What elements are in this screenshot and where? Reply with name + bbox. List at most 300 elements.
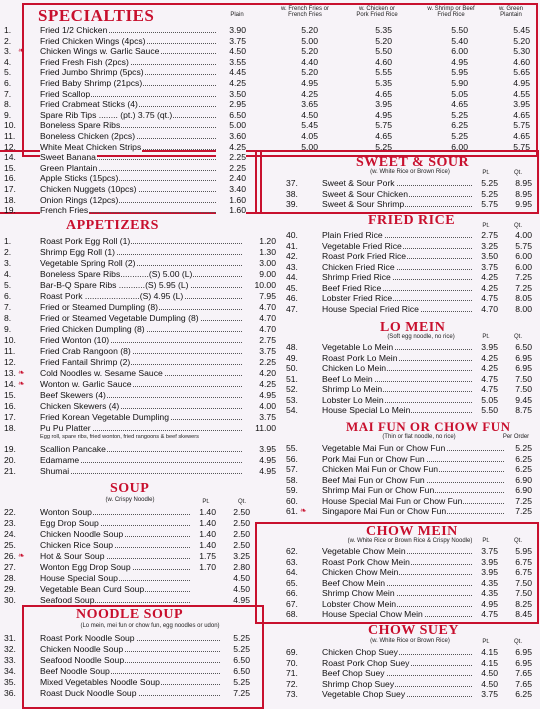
chow-suey-col-pt: Pt. xyxy=(482,639,490,645)
item-price: 5.75 xyxy=(500,142,530,152)
item-price: 8.95 xyxy=(506,178,532,188)
item-name: House Special Soup xyxy=(40,573,118,583)
item-number: 26. xyxy=(4,551,16,561)
item-name: Scallion Pancake xyxy=(40,444,106,454)
item-number: 58. xyxy=(286,474,298,485)
item-price: 3.75 xyxy=(472,262,498,272)
item-name: Wonton Soup xyxy=(40,507,92,517)
item-price: 4.70 xyxy=(242,302,276,312)
item-price: 6.25 xyxy=(504,464,532,474)
item-number: 52. xyxy=(286,384,298,394)
item-name: Fried Crabmeat Sticks (4) xyxy=(40,99,138,110)
item-price: 6.50 xyxy=(220,666,250,676)
item-price: 5.55 xyxy=(362,67,392,77)
noodle-soup-row xyxy=(4,677,252,687)
sweet-sour-col-pt: Pt. xyxy=(482,170,490,176)
item-price: 4.25 xyxy=(216,78,246,88)
item-price: 6.25 xyxy=(504,454,532,464)
lo-mein-row xyxy=(286,353,534,363)
item-price: 2.80 xyxy=(224,562,250,572)
item-name: Chicken Rice Soup xyxy=(40,540,114,550)
item-price: 5.75 xyxy=(362,120,392,130)
item-price: 4.95 xyxy=(224,595,250,605)
appetizer-row xyxy=(4,466,278,476)
item-price: 1.75 xyxy=(190,551,216,561)
item-price: 3.75 xyxy=(472,546,498,556)
item-number: 7. xyxy=(4,88,12,99)
item-number: 19. xyxy=(4,205,16,216)
item-price: 4.50 xyxy=(216,46,246,56)
item-price: 4.95 xyxy=(362,110,392,120)
specialty-row xyxy=(4,120,532,130)
item-price: 4.60 xyxy=(362,57,392,67)
item-name: Pork Mai Fun or Chow Fun xyxy=(322,453,425,464)
item-number: 27. xyxy=(4,562,16,572)
item-price: 9.95 xyxy=(506,199,532,209)
item-price: 7.65 xyxy=(506,679,532,689)
pupu-note: Egg roll, spare ribs, fried wonton, fried rangoons & beef skewers xyxy=(40,434,199,440)
item-number: 14. xyxy=(4,152,16,163)
item-number: 68. xyxy=(286,609,298,619)
item-number: 17. xyxy=(4,412,16,422)
item-price: 5.75 xyxy=(506,241,532,251)
item-number: 64. xyxy=(286,567,298,577)
item-name: Shrimp Lo Mein xyxy=(322,384,383,394)
chili-pepper-icon: ❧ xyxy=(18,368,25,377)
item-name: Chicken Nuggets (10pcs) xyxy=(40,184,137,194)
item-price: 4.35 xyxy=(472,588,498,598)
item-price: 5.25 xyxy=(220,644,250,654)
col-header-shrimp-rice: w. Shrimp or Beef Fried Rice xyxy=(427,6,475,18)
item-name: Roast Pork Egg Roll (1) xyxy=(40,236,131,246)
item-price: 6.90 xyxy=(504,475,532,485)
item-price: 4.15 xyxy=(472,658,498,668)
item-name: Mixed Vegetables Noodle Soup xyxy=(40,677,160,687)
item-price: 3.55 xyxy=(216,57,246,67)
item-price: 4.25 xyxy=(472,363,498,373)
item-name: Singapore Mai Fun or Chow Fun xyxy=(322,506,447,516)
item-price: 7.95 xyxy=(242,291,276,301)
item-number: 72. xyxy=(286,678,298,689)
item-price: 5.25 xyxy=(220,677,250,687)
item-name: Wonton Egg Drop Soup xyxy=(40,562,131,572)
item-name: Fried or Steamed Dumpling (8) xyxy=(40,302,158,312)
item-price: 5.25 xyxy=(472,178,498,188)
chili-pepper-icon: ❧ xyxy=(18,379,25,388)
item-price: 4.60 xyxy=(500,57,530,67)
item-price: 2.25 xyxy=(216,163,246,173)
item-name: Roast Pork Chop Suey xyxy=(322,657,410,668)
item-number: 25. xyxy=(4,540,16,550)
item-price: 3.90 xyxy=(216,25,246,35)
item-number: 10. xyxy=(4,120,16,131)
item-price: 5.00 xyxy=(288,142,318,152)
chow-suey-row xyxy=(286,689,534,699)
item-price: 3.65 xyxy=(288,99,318,109)
item-name: Chicken Mai Fun or Chow Fun xyxy=(322,464,439,474)
item-price: 5.25 xyxy=(438,131,468,141)
item-name: Chicken Wings w. Garlic Sauce xyxy=(40,46,160,57)
item-number: 9. xyxy=(4,324,12,334)
chow-mein-title: CHOW MEIN xyxy=(366,524,458,539)
appetizer-row xyxy=(4,236,278,246)
item-name: Vegetable Chop Suey xyxy=(322,689,406,699)
soup-row xyxy=(4,540,252,550)
item-name: Sweet & Sour Shrimp xyxy=(322,199,405,209)
item-number: 30. xyxy=(4,595,16,605)
appetizer-row xyxy=(4,368,278,378)
item-name: Wonton w. Garlic Sauce xyxy=(40,379,132,389)
item-price: 4.95 xyxy=(438,57,468,67)
item-price: 7.25 xyxy=(504,506,532,516)
appetizer-row xyxy=(4,291,278,301)
item-price: 4.65 xyxy=(362,131,392,141)
item-name: Chicken Noodle Soup xyxy=(40,644,124,654)
item-price: 8.25 xyxy=(506,599,532,609)
item-number: 7. xyxy=(4,302,12,312)
item-price: 2.75 xyxy=(242,335,276,345)
item-number: 54. xyxy=(286,405,298,415)
item-number: 51. xyxy=(286,373,298,384)
item-number: 1. xyxy=(4,25,12,35)
appetizer-row xyxy=(4,455,278,465)
item-price: 6.75 xyxy=(506,567,532,577)
item-price: 4.50 xyxy=(472,679,498,689)
item-price: 4.05 xyxy=(288,131,318,141)
mai-fun-row xyxy=(286,454,534,464)
item-price: 4.25 xyxy=(216,142,246,152)
item-price: 1.70 xyxy=(190,562,216,572)
fried-rice-row xyxy=(286,293,534,303)
item-price: 3.50 xyxy=(216,89,246,99)
item-number: 12. xyxy=(4,141,16,152)
noodle-soup-row xyxy=(4,688,252,698)
item-number: 3. xyxy=(4,258,12,268)
item-name: Cold Noodles w. Sesame Sauce xyxy=(40,368,163,378)
noodle-soup-row xyxy=(4,633,252,643)
item-name: Shumai xyxy=(40,466,70,476)
chow-mein-subtitle: (w. White Rice or Brown Rice & Crispy Noodle) xyxy=(347,538,473,544)
item-price: 4.65 xyxy=(438,99,468,109)
item-number: 67. xyxy=(286,598,298,609)
fried-rice-row xyxy=(286,230,534,240)
item-number: 42. xyxy=(286,251,298,261)
item-price: 5.30 xyxy=(500,46,530,56)
item-number: 63. xyxy=(286,556,298,567)
mai-fun-title: MAI FUN OR CHOW FUN xyxy=(346,419,511,434)
item-number: 71. xyxy=(286,668,298,678)
item-price: 4.20 xyxy=(242,368,276,378)
item-price: 7.25 xyxy=(504,496,532,506)
item-price: 3.95 xyxy=(500,99,530,109)
specialty-row xyxy=(4,57,532,67)
item-price: 5.75 xyxy=(500,120,530,130)
item-name: Fried Crab Rangoon (8) xyxy=(40,346,131,356)
item-price: 5.20 xyxy=(362,36,392,46)
item-price: 2.75 xyxy=(472,230,498,240)
item-number: 28. xyxy=(4,573,16,583)
item-name: Sweet & Sour Pork xyxy=(322,178,395,188)
item-name: Shrimp Fried Rice xyxy=(322,272,391,282)
sweet-sour-title: SWEET & SOUR xyxy=(356,155,470,170)
specialty-row xyxy=(4,110,532,120)
item-name: Roast Pork .......................(S) 4.95 (L) xyxy=(40,291,184,301)
mai-fun-row xyxy=(286,464,534,474)
mai-fun-row xyxy=(286,485,534,495)
fried-rice-title: FRIED RICE xyxy=(368,213,456,228)
item-number: 21. xyxy=(4,466,16,476)
item-name: Lobster Lo Mein xyxy=(322,394,384,405)
item-name: Chicken Skewers (4) xyxy=(40,401,120,411)
item-name: House Special Chow Mein xyxy=(322,609,423,619)
chow-mein-row xyxy=(286,578,534,588)
item-price: 6.00 xyxy=(438,142,468,152)
specialties-title: SPECIALTIES xyxy=(38,6,155,25)
item-number: 22. xyxy=(4,507,16,517)
item-number: 29. xyxy=(4,584,16,594)
item-number: 32. xyxy=(4,644,16,654)
fried-rice-row xyxy=(286,262,534,272)
chow-suey-title: CHOW SUEY xyxy=(368,623,459,638)
item-name: French Fries xyxy=(40,205,89,216)
item-price: 2.25 xyxy=(242,357,276,367)
item-number: 10. xyxy=(4,335,16,345)
item-name: Lobster Fried Rice xyxy=(322,293,393,303)
item-number: 53. xyxy=(286,394,298,405)
soup-row xyxy=(4,595,252,605)
item-price: 3.50 xyxy=(472,251,498,261)
item-number: 62. xyxy=(286,546,298,556)
item-name: Vegetable Chow Mein xyxy=(322,546,406,556)
item-name: Shrimp Chop Suey xyxy=(322,678,395,689)
fried-rice-row xyxy=(286,304,534,314)
soup-subtitle: (w. Crispy Noodle) xyxy=(105,497,155,503)
lo-mein-row xyxy=(286,374,534,384)
item-number: 57. xyxy=(286,464,298,474)
item-price: 3.25 xyxy=(224,551,250,561)
item-number: 35. xyxy=(4,677,16,687)
chow-mein-row xyxy=(286,588,534,598)
item-name: Green Plantain xyxy=(40,162,98,173)
item-price: 5.25 xyxy=(362,142,392,152)
item-price: 4.75 xyxy=(472,609,498,619)
soup-col-pt: Pt. xyxy=(202,499,210,505)
chow-suey-row xyxy=(286,668,534,678)
item-name: Vegetable Bean Curd Soup xyxy=(40,584,145,594)
item-number: 33. xyxy=(4,655,16,665)
item-price: 2.50 xyxy=(224,529,250,539)
item-price: 10.00 xyxy=(242,280,276,290)
item-price: 5.45 xyxy=(288,120,318,130)
item-name: Shrimp Egg Roll (1) xyxy=(40,247,115,257)
item-price: 7.50 xyxy=(506,578,532,588)
item-price: 3.95 xyxy=(242,444,276,454)
item-price: 6.95 xyxy=(506,353,532,363)
appetizer-row xyxy=(4,401,278,411)
item-number: 5. xyxy=(4,280,12,290)
item-name: Spare Rib Tips ........ (pt.) 3.75 (qt.) xyxy=(40,109,173,120)
sweet-sour-row xyxy=(286,178,534,188)
item-name: Fried or Steamed Vegetable Dumpling (8) xyxy=(40,313,199,323)
item-price: 5.65 xyxy=(500,67,530,77)
sweet-sour-subtitle: (w. White Rice or Brown Rice) xyxy=(370,169,450,175)
item-price: 6.00 xyxy=(506,251,532,261)
item-price: 2.25 xyxy=(216,152,246,162)
item-number: 11. xyxy=(4,131,16,141)
fried-rice-row xyxy=(286,272,534,282)
lo-mein-subtitle: (Soft egg noodle, no rice) xyxy=(387,334,455,340)
mai-fun-row xyxy=(286,443,534,453)
sweet-sour-row xyxy=(286,189,534,199)
item-number: 40. xyxy=(286,230,298,240)
item-price: 4.70 xyxy=(242,324,276,334)
item-price: 4.00 xyxy=(242,401,276,411)
specialty-row xyxy=(4,67,532,77)
item-price: 7.50 xyxy=(506,374,532,384)
item-number: 45. xyxy=(286,282,298,293)
item-price: 1.40 xyxy=(190,540,216,550)
lo-mein-col-qt: Qt. xyxy=(513,334,522,340)
item-name: Beef Lo Mein xyxy=(322,373,373,384)
item-price: 3.95 xyxy=(362,99,392,109)
item-name: Vegetable Fried Rice xyxy=(322,240,402,251)
item-price: 4.65 xyxy=(500,131,530,141)
item-name: Sweet & Sour Chicken xyxy=(322,188,408,199)
item-price: 4.55 xyxy=(500,89,530,99)
item-price: 4.25 xyxy=(472,283,498,293)
item-name: Beef Chop Suey xyxy=(322,668,385,678)
item-price: 6.75 xyxy=(506,557,532,567)
item-name: Hot & Sour Soup xyxy=(40,551,105,561)
item-price: 6.90 xyxy=(504,485,532,495)
item-price: 5.90 xyxy=(438,78,468,88)
item-name: Bar-B-Q Spare Ribs ...........(S) 5.95 (L) xyxy=(40,280,189,290)
item-number: 11. xyxy=(4,346,16,356)
item-price: 7.25 xyxy=(220,688,250,698)
mai-fun-row xyxy=(286,475,534,485)
item-price: 5.25 xyxy=(220,633,250,643)
item-number: 18. xyxy=(4,194,16,205)
item-name: Fried Wonton (10) xyxy=(40,335,110,345)
item-price: 4.95 xyxy=(242,455,276,465)
item-name: Fried Jumbo Shrimp (5pcs) xyxy=(40,67,144,78)
item-number: 34. xyxy=(4,666,16,676)
item-name: Chicken Fried Rice xyxy=(322,261,395,272)
item-number: 65. xyxy=(286,577,298,588)
item-number: 16. xyxy=(4,173,16,184)
item-number: 73. xyxy=(286,689,298,699)
chow-mein-row xyxy=(286,557,534,567)
item-price: 3.75 xyxy=(216,36,246,46)
noodle-soup-row xyxy=(4,655,252,665)
soup-row xyxy=(4,518,252,528)
item-name: Beef Mai Fun or Chow Fun xyxy=(322,474,425,485)
lo-mein-row xyxy=(286,363,534,373)
item-number: 6. xyxy=(4,78,12,88)
item-price: 5.00 xyxy=(288,36,318,46)
item-number: 9. xyxy=(4,109,12,120)
item-price: 5.20 xyxy=(500,36,530,46)
item-price: 11.00 xyxy=(242,423,276,433)
item-price: 6.25 xyxy=(506,689,532,699)
appetizer-row xyxy=(4,423,278,433)
item-name: Vegetable Lo Mein xyxy=(322,342,394,352)
item-name: Shrimp Chow Mein xyxy=(322,588,395,598)
specialty-row xyxy=(4,46,532,56)
item-number: 48. xyxy=(286,342,298,352)
item-number: 1. xyxy=(4,236,12,246)
item-number: 49. xyxy=(286,352,298,363)
fried-rice-col-qt: Qt. xyxy=(513,223,522,229)
item-price: 4.95 xyxy=(242,466,276,476)
item-name: Apple Sticks (15pcs) xyxy=(40,173,119,184)
item-price: 4.75 xyxy=(472,374,498,384)
soup-row xyxy=(4,562,252,572)
soup-title: SOUP xyxy=(110,481,150,496)
item-number: 43. xyxy=(286,261,298,272)
item-name: House Special Lo Mein xyxy=(322,405,411,415)
item-name: Chicken Chop Suey xyxy=(322,647,398,657)
item-number: 44. xyxy=(286,272,298,282)
item-number: 18. xyxy=(4,423,16,433)
item-price: 9.45 xyxy=(506,395,532,405)
appetizer-row xyxy=(4,379,278,389)
lo-mein-row xyxy=(286,395,534,405)
item-price: 6.50 xyxy=(506,342,532,352)
item-price: 2.50 xyxy=(224,540,250,550)
item-name: Fried Fantail Shrimp (2) xyxy=(40,357,131,367)
item-price: 5.50 xyxy=(438,25,468,35)
item-price: 6.25 xyxy=(438,120,468,130)
item-price: 4.25 xyxy=(242,379,276,389)
item-number: 20. xyxy=(4,455,16,465)
item-price: 1.30 xyxy=(242,247,276,257)
item-name: Fried Korean Vegetable Dumpling xyxy=(40,412,169,422)
appetizer-row xyxy=(4,280,278,290)
item-price: 6.50 xyxy=(220,655,250,665)
item-price: 8.00 xyxy=(506,304,532,314)
chili-pepper-icon: ❧ xyxy=(18,46,25,56)
item-number: 2. xyxy=(4,247,12,257)
sweet-sour-col-qt: Qt. xyxy=(513,170,522,176)
specialty-row xyxy=(4,36,532,46)
item-price: 6.00 xyxy=(438,46,468,56)
noodle-soup-subtitle: (Lo mein, mei fun or chow fun, egg noodles or udon) xyxy=(80,623,220,629)
mai-fun-row xyxy=(286,496,534,506)
item-price: 3.95 xyxy=(472,342,498,352)
item-number: 15. xyxy=(4,390,16,400)
lo-mein-row xyxy=(286,405,534,415)
item-price: 4.25 xyxy=(472,353,498,363)
item-price: 4.75 xyxy=(472,293,498,303)
item-number: 8. xyxy=(4,313,12,323)
lo-mein-title: LO MEIN xyxy=(380,320,446,335)
item-number: 55. xyxy=(286,443,298,453)
item-price: 4.45 xyxy=(216,67,246,77)
item-price: 3.25 xyxy=(472,241,498,251)
item-name: House Special Mai Fun or Chow Fun xyxy=(322,495,463,506)
item-number: 50. xyxy=(286,363,298,373)
item-price: 9.00 xyxy=(242,269,276,279)
specialty-row xyxy=(4,89,532,99)
item-price: 7.25 xyxy=(506,272,532,282)
item-price: 5.35 xyxy=(362,78,392,88)
item-number: 3. xyxy=(4,46,12,57)
item-price: 4.95 xyxy=(288,78,318,88)
item-number: 59. xyxy=(286,485,298,495)
appetizer-row xyxy=(4,357,278,367)
item-name: Edamame xyxy=(40,455,80,465)
